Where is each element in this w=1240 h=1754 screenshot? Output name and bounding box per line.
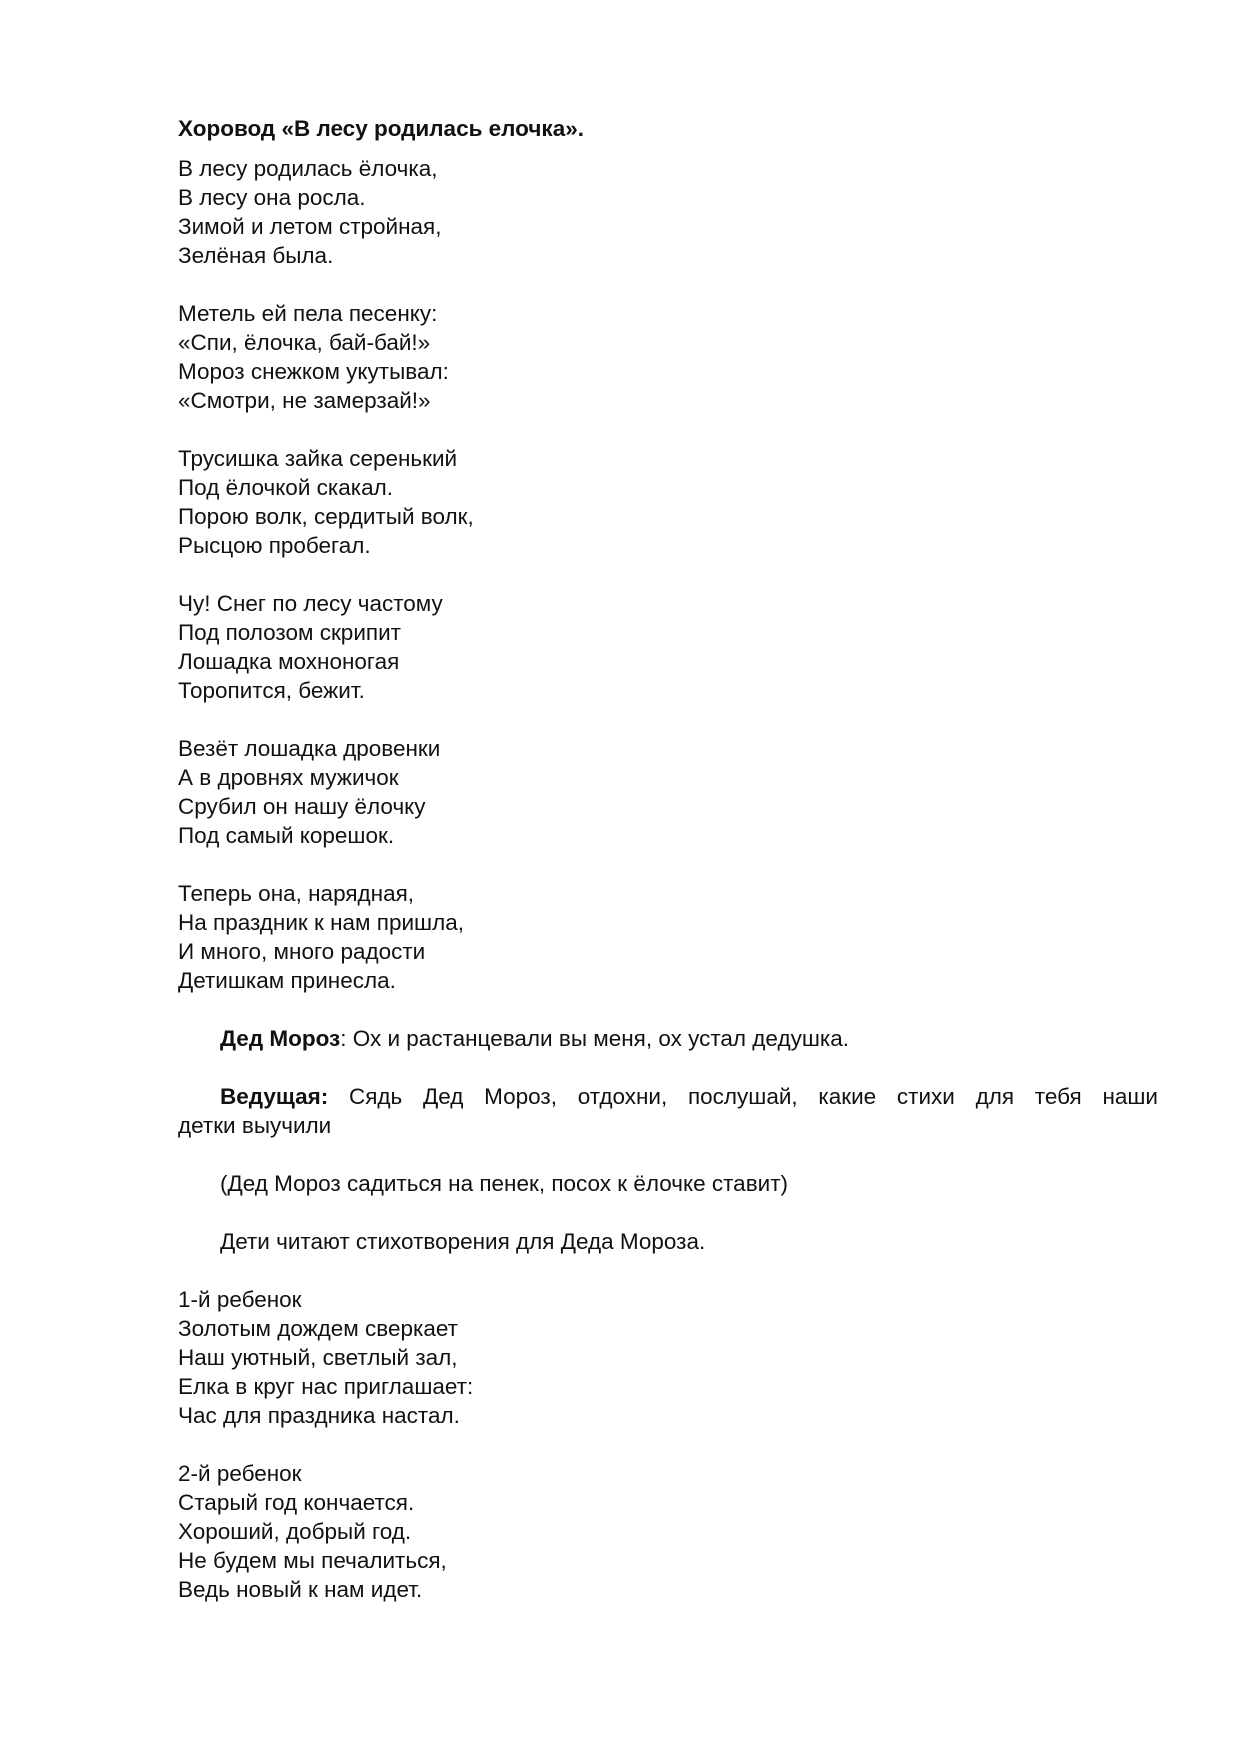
- child-1-label: 1-й ребенок: [178, 1287, 302, 1312]
- stage-direction: (Дед Мороз садиться на пенек, посох к ёлочке ставит): [220, 1171, 789, 1196]
- ded-moroz-text: : Ох и растанцевали вы меня, ох устал дедушка.: [340, 1026, 849, 1051]
- poem-line: Наш уютный, светлый зал,: [178, 1345, 458, 1370]
- ded-moroz-remark: [178, 1024, 1158, 1053]
- song-stanza-4: [178, 589, 1158, 705]
- poem-line: Хороший, добрый год.: [178, 1519, 412, 1544]
- document-page: [178, 114, 1158, 1633]
- song-line: Под самый корешок.: [178, 823, 395, 848]
- speaker-vedushchaya: Ведущая:: [220, 1084, 329, 1109]
- song-line: Трусишка зайка серенький: [178, 446, 458, 471]
- song-stanza-5: [178, 734, 1158, 850]
- child-1-poem: [178, 1285, 1158, 1430]
- vedushchaya-text-1: Сядь Дед Мороз, отдохни, послушай, какие стихи для тебя наши: [328, 1084, 1158, 1109]
- document-title: Хоровод «В лесу родилась елочка».: [178, 116, 584, 141]
- song-stanza-6: [178, 879, 1158, 995]
- song-line: Под полозом скрипит: [178, 620, 401, 645]
- poem-line: Час для праздника настал.: [178, 1403, 460, 1428]
- poem-line: Старый год кончается.: [178, 1490, 415, 1515]
- song-line: Зимой и летом стройная,: [178, 214, 442, 239]
- vedushchaya-text-2: детки выучили: [178, 1113, 332, 1138]
- child-2-label: 2-й ребенок: [178, 1461, 302, 1486]
- song-line: Зелёная была.: [178, 243, 334, 268]
- song-line: «Смотри, не замерзай!»: [178, 388, 431, 413]
- song-line: Мороз снежком укутывал:: [178, 359, 449, 384]
- speaker-ded-moroz: Дед Мороз: [220, 1026, 341, 1051]
- song-line: На праздник к нам пришла,: [178, 910, 464, 935]
- song-line: Чу! Снег по лесу частому: [178, 591, 443, 616]
- song-line: Рысцою пробегал.: [178, 533, 371, 558]
- poem-line: Не будем мы печалиться,: [178, 1548, 447, 1573]
- poem-line: Золотым дождем сверкает: [178, 1316, 458, 1341]
- song-line: Срубил он нашу ёлочку: [178, 794, 426, 819]
- song-line: А в дровнях мужичок: [178, 765, 399, 790]
- poem-line: Ведь новый к нам идет.: [178, 1577, 423, 1602]
- song-line: Под ёлочкой скакал.: [178, 475, 393, 500]
- song-line: В лесу она росла.: [178, 185, 366, 210]
- vedushchaya-remark: [178, 1082, 1158, 1140]
- song-line: Теперь она, нарядная,: [178, 881, 415, 906]
- vedushchaya-line-1: [178, 1082, 1158, 1111]
- song-line: В лесу родилась ёлочка,: [178, 156, 438, 181]
- song-line: Лошадка мохноногая: [178, 649, 400, 674]
- song-stanza-1: [178, 154, 1158, 270]
- song-line: Детишкам принесла.: [178, 968, 396, 993]
- song-line: И много, много радости: [178, 939, 426, 964]
- song-line: Везёт лошадка дровенки: [178, 736, 441, 761]
- child-2-poem: [178, 1459, 1158, 1604]
- song-stanza-2: [178, 299, 1158, 415]
- song-line: Порою волк, сердитый волк,: [178, 504, 474, 529]
- song-line: Метель ей пела песенку:: [178, 301, 438, 326]
- children-read-note: Дети читают стихотворения для Деда Мороза.: [220, 1229, 706, 1254]
- song-line: «Спи, ёлочка, бай-бай!»: [178, 330, 431, 355]
- poem-line: Елка в круг нас приглашает:: [178, 1374, 474, 1399]
- song-stanza-3: [178, 444, 1158, 560]
- song-line: Торопится, бежит.: [178, 678, 365, 703]
